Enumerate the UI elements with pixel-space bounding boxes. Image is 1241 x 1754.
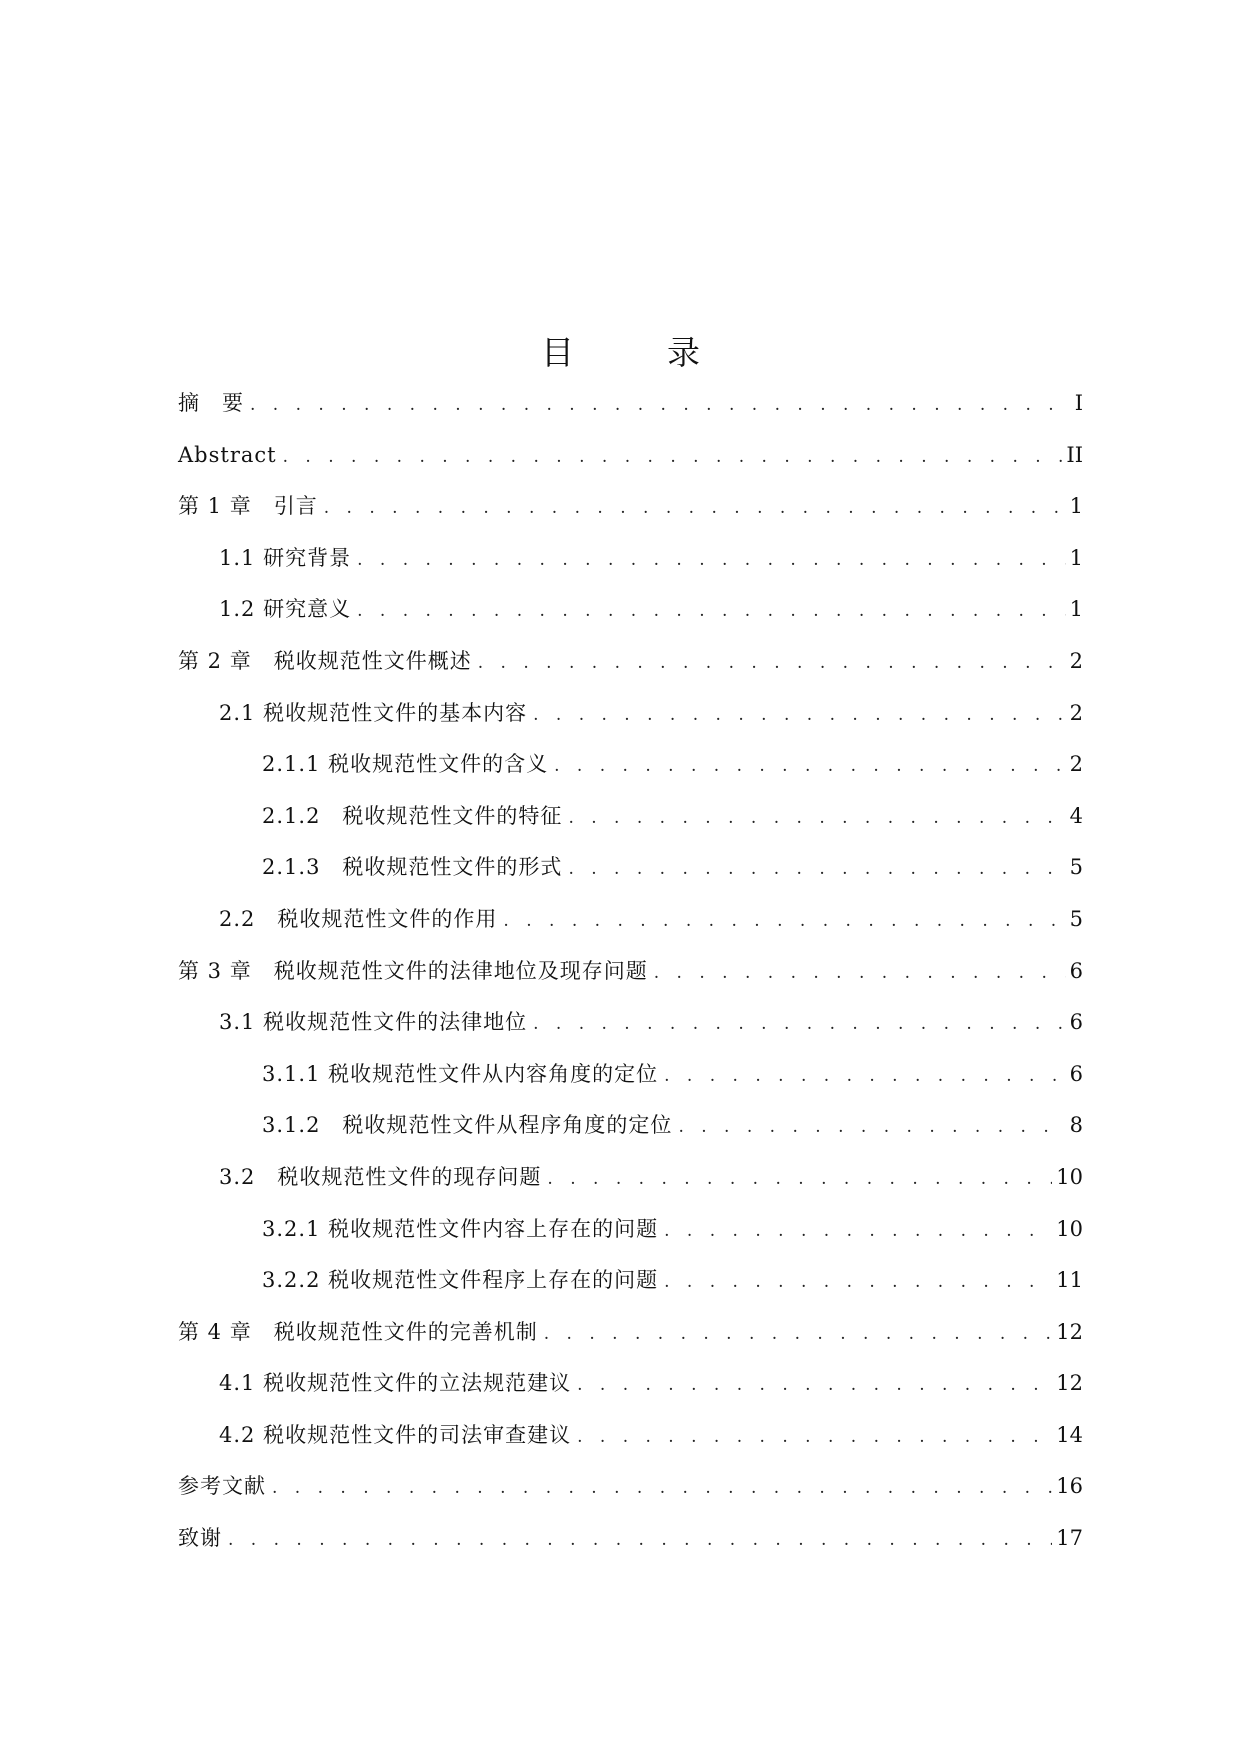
toc-dot-leader — [678, 1102, 1065, 1154]
toc-dot-leader — [568, 844, 1065, 896]
toc-page-number: 1 — [1069, 545, 1083, 570]
toc-page-number: 11 — [1056, 1268, 1083, 1293]
toc-page-number: 16 — [1056, 1474, 1083, 1499]
toc-entry-label: 第 3 章 税收规范性文件的法律地位及现存问题 — [178, 958, 648, 983]
toc-dot-leader — [577, 1360, 1052, 1412]
toc-entry-label: 3.1 税收规范性文件的法律地位 — [219, 1010, 528, 1035]
toc-dot-leader — [544, 1309, 1053, 1361]
toc-entry-2-1-3[interactable] — [178, 842, 1083, 894]
toc-page-number: 6 — [1069, 1010, 1083, 1035]
toc-entry-3-2-2[interactable] — [178, 1255, 1083, 1307]
toc-entry-label: 1.2 研究意义 — [219, 597, 352, 622]
toc-entry-label: 3.2.2 税收规范性文件程序上存在的问题 — [262, 1268, 659, 1293]
toc-dot-leader — [533, 999, 1066, 1051]
toc-entry-abstract-cn[interactable] — [178, 378, 1083, 430]
toc-dot-leader — [357, 586, 1066, 638]
toc-entry-label: 3.2 税收规范性文件的现存问题 — [219, 1164, 542, 1189]
toc-entry-label: 2.1.2 税收规范性文件的特征 — [262, 803, 563, 828]
toc-entry-label: 第 4 章 税收规范性文件的完善机制 — [178, 1319, 538, 1344]
toc-entry-4-2[interactable] — [178, 1410, 1083, 1462]
toc-dot-leader — [568, 793, 1065, 845]
toc-dot-leader — [283, 432, 1063, 484]
toc-dot-leader — [503, 896, 1065, 948]
toc-entry-chapter-3[interactable] — [178, 946, 1083, 998]
toc-entry-label: 参考文献 — [178, 1474, 266, 1499]
toc-page-number: 5 — [1069, 906, 1083, 931]
toc-entry-label: 第 2 章 税收规范性文件概述 — [178, 648, 472, 673]
toc-entry-2-1[interactable] — [178, 688, 1083, 740]
toc-entry-label: 4.1 税收规范性文件的立法规范建议 — [219, 1371, 572, 1396]
toc-entry-2-1-2[interactable] — [178, 791, 1083, 843]
toc-entry-label: 1.1 研究背景 — [219, 545, 352, 570]
toc-entry-label: 2.1.1 税收规范性文件的含义 — [262, 752, 549, 777]
toc-page-number: 14 — [1056, 1422, 1083, 1447]
toc-entry-label: Abstract — [178, 442, 277, 467]
toc-page-number: 2 — [1069, 648, 1083, 673]
toc-page-number: 1 — [1069, 597, 1083, 622]
toc-entry-label: 2.1 税收规范性文件的基本内容 — [219, 700, 528, 725]
toc-entry-3-2[interactable] — [178, 1152, 1083, 1204]
toc-dot-leader — [664, 1051, 1066, 1103]
toc-entry-label: 摘 要 — [178, 391, 244, 415]
toc-entry-2-1-1[interactable] — [178, 739, 1083, 791]
toc-dot-leader — [250, 380, 1071, 432]
toc-entry-label: 第 1 章 引言 — [178, 494, 318, 519]
toc-dot-leader — [547, 1154, 1052, 1206]
toc-entry-label: 致谢 — [178, 1526, 222, 1551]
toc-page-number: 2 — [1069, 752, 1083, 777]
toc-dot-leader — [664, 1206, 1052, 1258]
toc-entry-2-2[interactable] — [178, 894, 1083, 946]
toc-entry-label: 4.2 税收规范性文件的司法审查建议 — [219, 1422, 572, 1447]
toc-entry-chapter-4[interactable] — [178, 1307, 1083, 1359]
toc-page-number: 10 — [1056, 1216, 1083, 1241]
toc-dot-leader — [577, 1412, 1052, 1464]
toc-dot-leader — [654, 948, 1066, 1000]
toc-entry-1-2[interactable] — [178, 584, 1083, 636]
toc-page-number: 8 — [1069, 1113, 1083, 1138]
toc-entry-label: 2.1.3 税收规范性文件的形式 — [262, 855, 563, 880]
toc-dot-leader — [272, 1463, 1052, 1515]
toc-entry-1-1[interactable] — [178, 533, 1083, 585]
toc-dot-leader — [357, 535, 1066, 587]
toc-dot-leader — [478, 638, 1066, 690]
toc-entry-3-1[interactable] — [178, 997, 1083, 1049]
toc-entry-acknowledgements[interactable] — [178, 1513, 1083, 1565]
toc-entry-label: 3.1.2 税收规范性文件从程序角度的定位 — [262, 1113, 673, 1138]
toc-entry-3-1-1[interactable] — [178, 1049, 1083, 1101]
toc-page-number: 12 — [1056, 1371, 1083, 1396]
toc-entry-4-1[interactable] — [178, 1358, 1083, 1410]
toc-entry-abstract-en[interactable] — [178, 430, 1083, 482]
toc-page-number: 1 — [1069, 494, 1083, 519]
toc-dot-leader — [324, 483, 1066, 535]
toc-entry-3-1-2[interactable] — [178, 1100, 1083, 1152]
toc-dot-leader — [664, 1257, 1052, 1309]
table-of-contents — [178, 378, 1083, 1565]
toc-page-number: 2 — [1069, 700, 1083, 725]
toc-title: 目 录 — [541, 333, 730, 372]
toc-entry-label: 3.2.1 税收规范性文件内容上存在的问题 — [262, 1216, 659, 1241]
toc-entry-chapter-1[interactable] — [178, 481, 1083, 533]
toc-entry-references[interactable] — [178, 1461, 1083, 1513]
toc-dot-leader — [228, 1515, 1052, 1567]
toc-dot-leader — [554, 741, 1066, 793]
toc-page-number: 5 — [1069, 855, 1083, 880]
toc-page-number: 12 — [1056, 1319, 1083, 1344]
toc-page-number: 17 — [1056, 1526, 1083, 1551]
toc-page-number: I — [1074, 391, 1083, 415]
toc-page-number: 10 — [1056, 1164, 1083, 1189]
toc-page-number: 6 — [1069, 1061, 1083, 1086]
toc-entry-chapter-2[interactable] — [178, 636, 1083, 688]
toc-page-number: 6 — [1069, 958, 1083, 983]
toc-entry-3-2-1[interactable] — [178, 1204, 1083, 1256]
toc-page-number: 4 — [1069, 803, 1083, 828]
toc-entry-label: 2.2 税收规范性文件的作用 — [219, 906, 498, 931]
toc-dot-leader — [533, 690, 1066, 742]
toc-page-number: II — [1066, 442, 1083, 467]
toc-entry-label: 3.1.1 税收规范性文件从内容角度的定位 — [262, 1061, 659, 1086]
